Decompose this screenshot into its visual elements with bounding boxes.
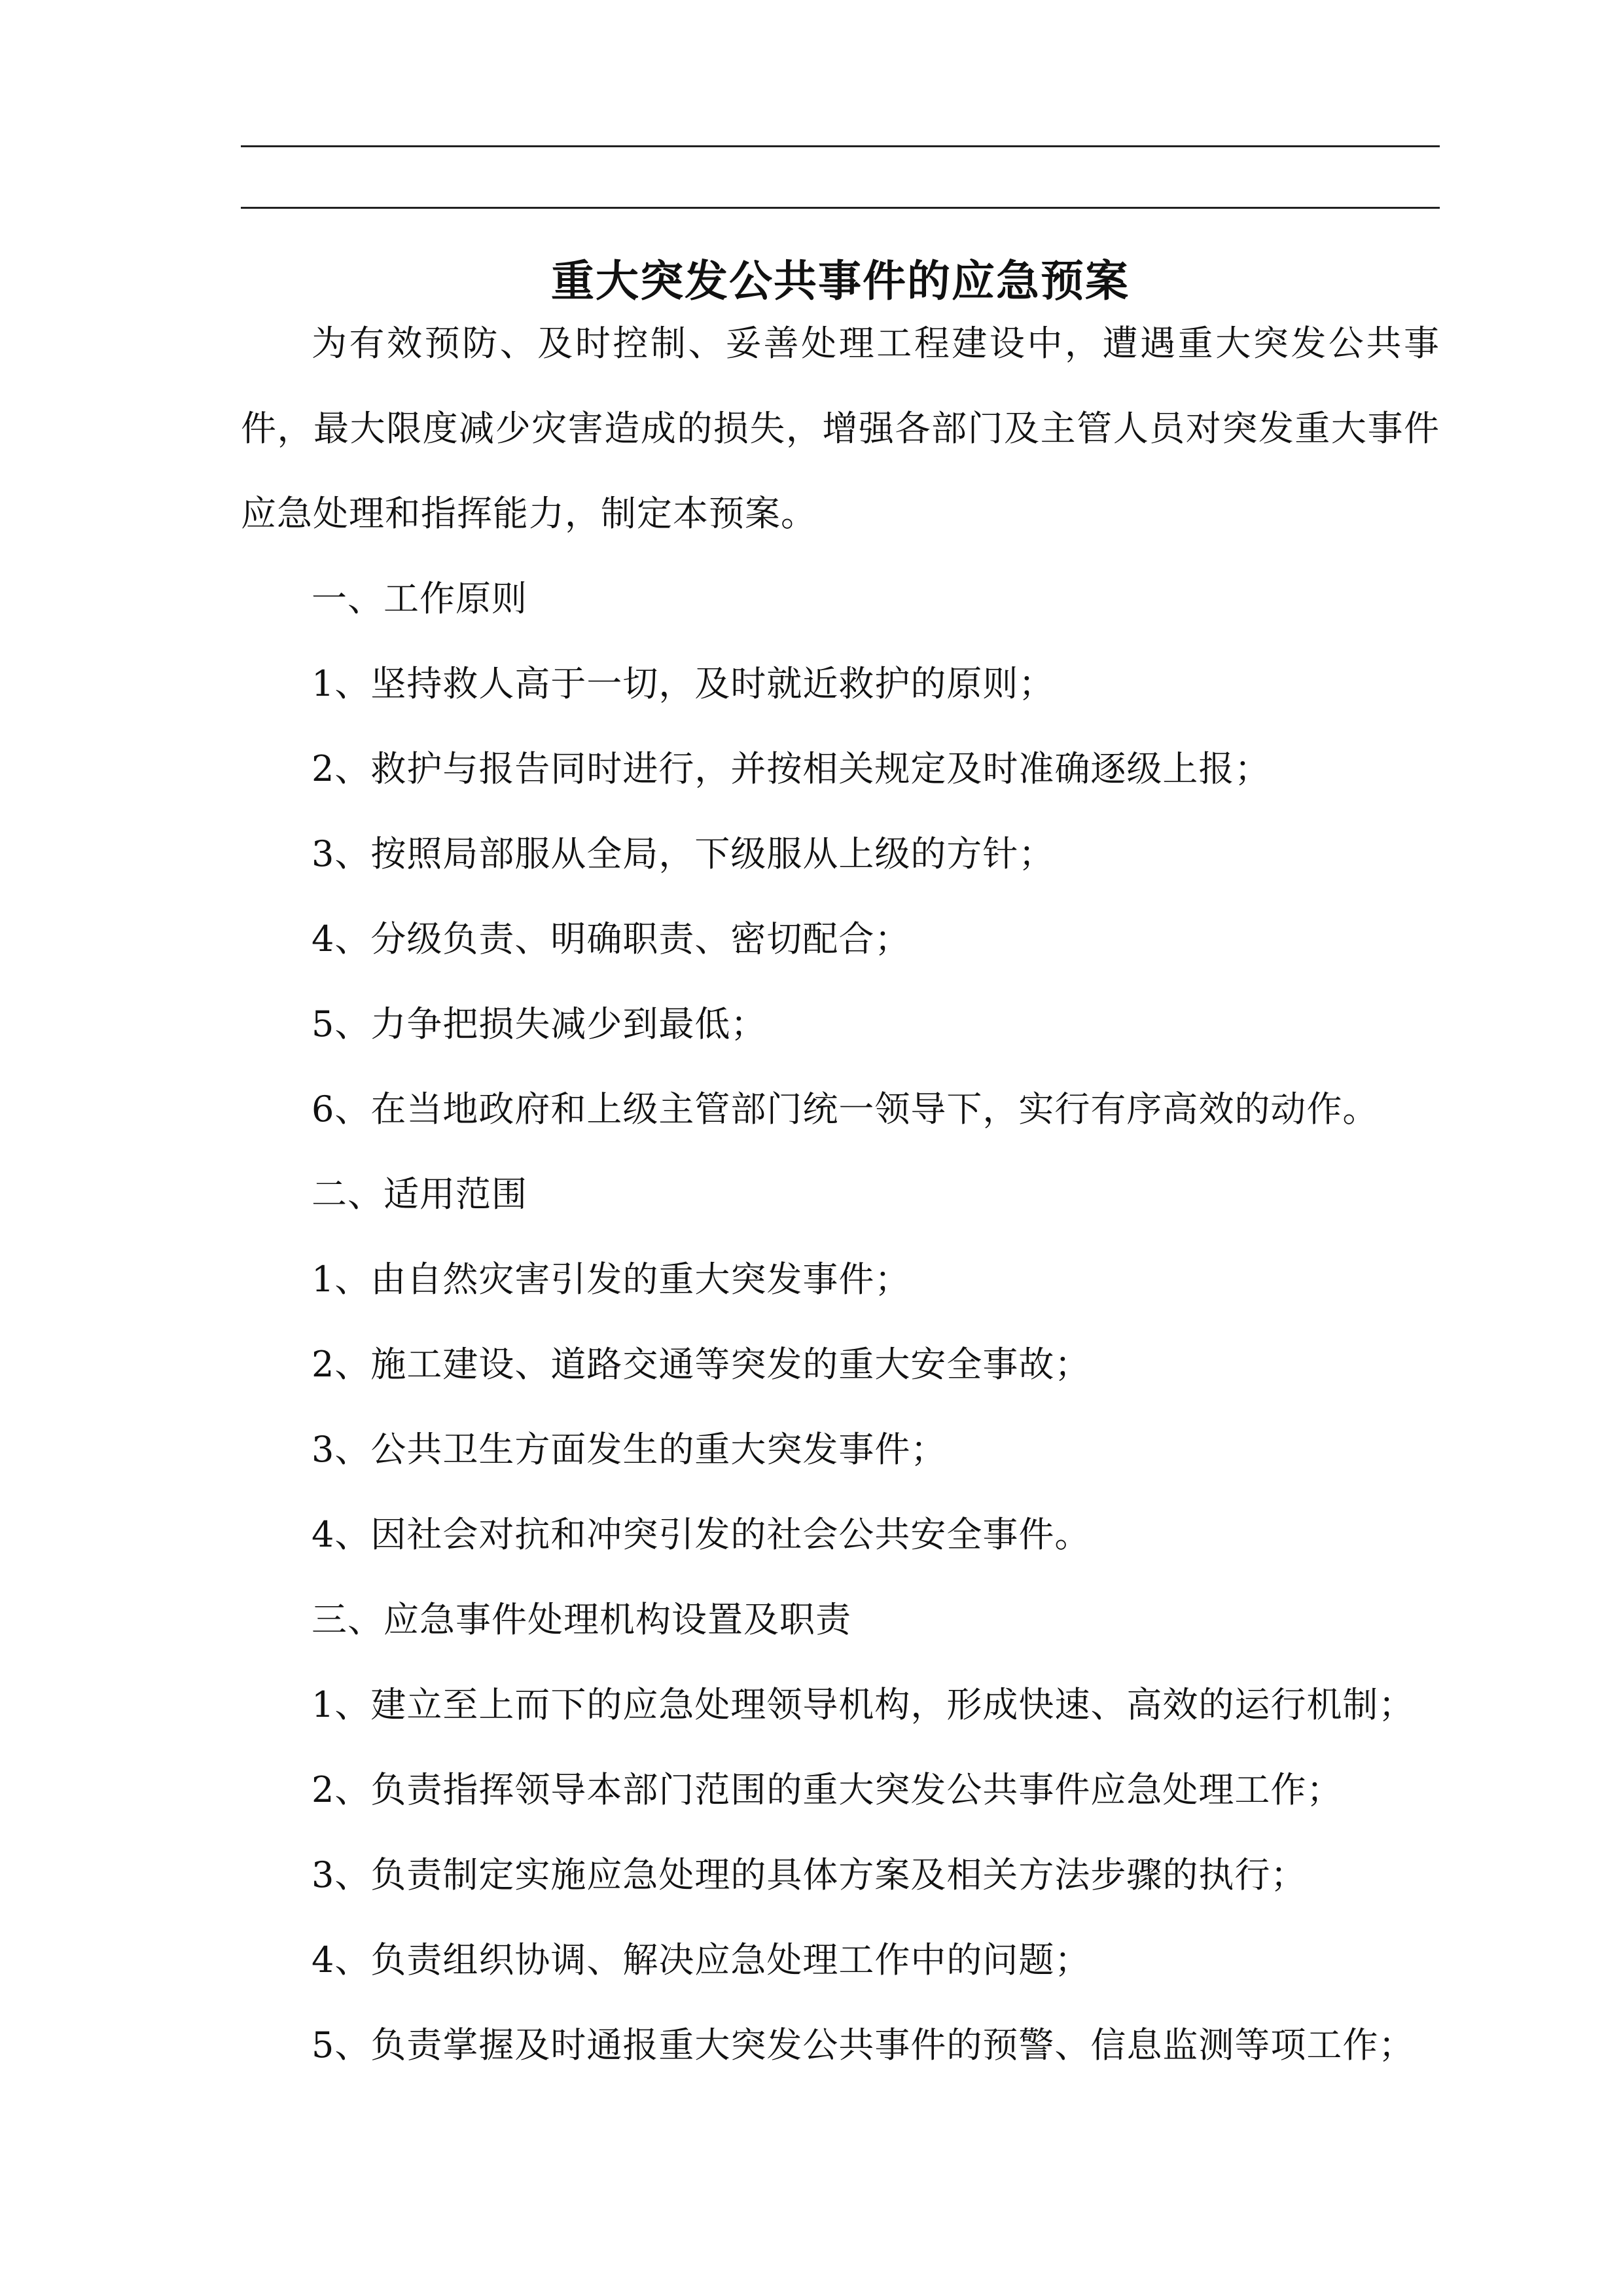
list-item: 5、负责掌握及时通报重大突发公共事件的预警、信息监测等项工作； (312, 2024, 1415, 2066)
list-item: 4、因社会对抗和冲突引发的社会公共安全事件。 (312, 1514, 1091, 1555)
list-item: 6、在当地政府和上级主管部门统一领导下，实行有序高效的动作。 (312, 1088, 1379, 1130)
list-item: 1、坚持救人高于一切，及时就近救护的原则； (312, 663, 1055, 704)
document-body (241, 301, 1440, 2088)
header-rule-top (241, 145, 1440, 147)
list-item: 2、救护与报告同时进行，并按相关规定及时准确逐级上报； (312, 748, 1271, 789)
section-heading: 二、适用范围 (312, 1174, 527, 1215)
list-item: 3、公共卫生方面发生的重大突发事件； (312, 1429, 947, 1470)
list-item: 4、负责组织协调、解决应急处理工作中的问题； (312, 1939, 1091, 1981)
list-item: 3、按照局部服从全局，下级服从上级的方针； (312, 833, 1055, 874)
document-title: 重大突发公共事件的应急预案 (551, 255, 1130, 307)
list-item: 4、分级负责、明确职责、密切配合； (312, 918, 911, 960)
list-item: 3、负责制定实施应急处理的具体方案及相关方法步骤的执行； (312, 1854, 1307, 1895)
list-item: 1、由自然灾害引发的重大突发事件； (312, 1259, 911, 1300)
section-heading: 三、应急事件处理机构设置及职责 (312, 1599, 851, 1640)
section-heading: 一、工作原则 (312, 578, 527, 619)
list-item: 1、建立至上而下的应急处理领导机构，形成快速、高效的运行机制； (312, 1684, 1415, 1725)
header-rule-bottom (241, 207, 1440, 209)
list-item: 2、负责指挥领导本部门范围的重大突发公共事件应急处理工作； (312, 1769, 1343, 1810)
list-item: 5、力争把损失减少到最低； (312, 1003, 767, 1045)
list-item: 2、施工建设、道路交通等突发的重大安全事故； (312, 1344, 1091, 1385)
intro-paragraph: 为有效预防、及时控制、妥善处理工程建设中，遭遇重大突发公共事件，最大限度减少灾害造成的损失，增强各部门及主管人员对突发重大事件应急处理和指挥能力，制定本预案。 (241, 323, 1440, 534)
